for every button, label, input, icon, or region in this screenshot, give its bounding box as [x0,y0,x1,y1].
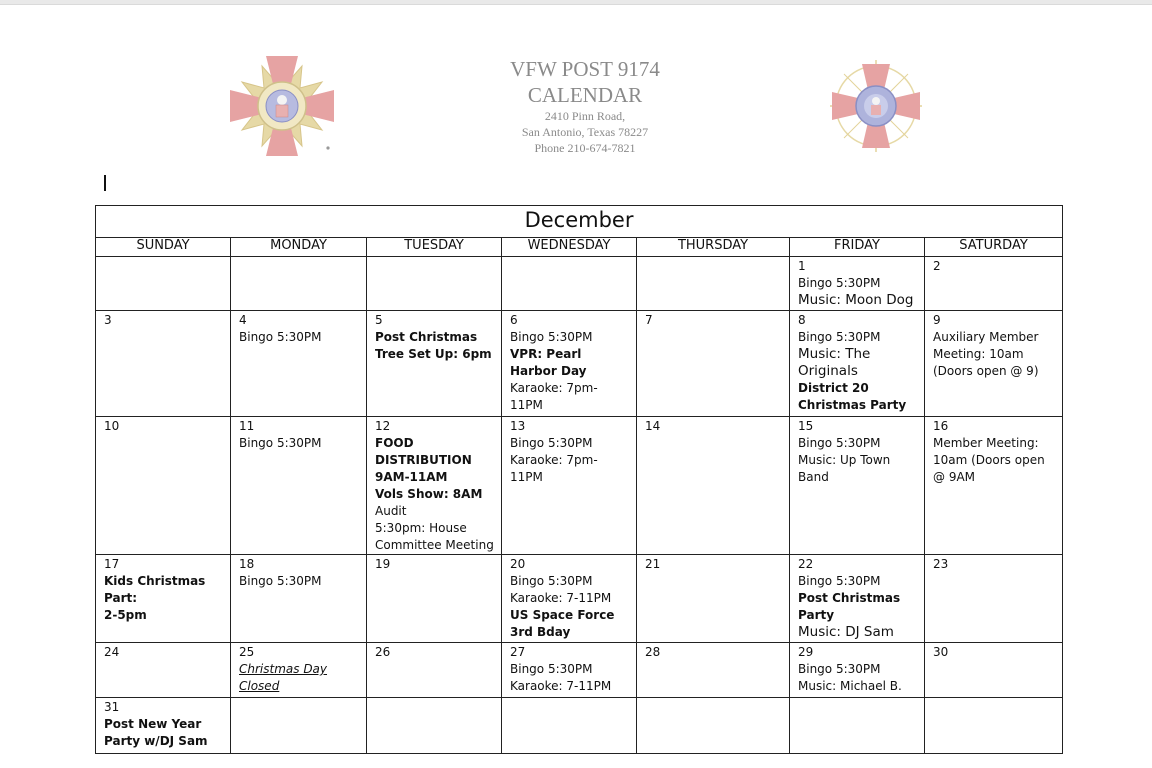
week-row [96,643,1063,698]
event-text: Member Meeting: 10am (Doors open @ 9AM [933,436,1045,484]
day-cell[interactable] [367,417,502,555]
day-cell[interactable] [96,555,231,643]
event-text: Kids Christmas Part: [104,574,206,605]
day-cell[interactable] [96,698,231,754]
letterhead-text [460,56,710,156]
day-cell[interactable] [231,311,367,417]
event-text: Bingo 5:30PM [239,574,322,588]
day-cell[interactable] [231,643,367,698]
day-number: 12 [375,419,391,433]
day-number: 9 [933,313,941,327]
day-number: 31 [104,700,120,714]
text-cursor [104,175,106,191]
event-text: Music: DJ Sam [798,624,894,640]
day-number: 22 [798,557,814,571]
day-number: 7 [645,313,653,327]
event-text: Post Christmas Party [798,591,901,622]
weekday-wednesday: WEDNESDAY [502,238,637,257]
weekday-monday: MONDAY [231,238,367,257]
event-text: Bingo 5:30PM [510,574,593,588]
day-number: 10 [104,419,120,433]
week-row [96,417,1063,555]
day-number: 24 [104,645,120,659]
day-number: 4 [239,313,247,327]
event-text: 2-5pm [104,608,147,622]
event-text: VPR: Pearl Harbor Day [510,347,587,378]
day-number: 11 [239,419,255,433]
day-cell[interactable] [96,311,231,417]
event-text: Karaoke: 7-11PM [510,591,612,605]
event-text: Karaoke: 7pm-11PM [510,453,598,484]
event-text: FOOD DISTRIBUTION 9AM-11AM [375,436,472,484]
day-number: 8 [798,313,806,327]
day-cell[interactable] [790,417,925,555]
event-text: Music: The Originals [798,346,871,379]
event-text: District 20 Christmas Party [798,381,907,412]
day-cell[interactable] [502,643,637,698]
day-number: 2 [933,259,941,273]
weekday-saturday: SATURDAY [925,238,1063,257]
letterhead [0,0,1152,200]
calendar-weeks [96,257,1063,754]
event-text: Bingo 5:30PM [510,662,593,676]
day-number: 1 [798,259,806,273]
day-cell[interactable] [367,257,502,311]
event-text: Bingo 5:30PM [510,436,593,450]
day-number: 28 [645,645,661,659]
event-text: Music: Michael B. [798,679,902,693]
event-text: Auxiliary Member Meeting: 10am (Doors open @ 9) [933,330,1039,378]
event-text: Music: Up Town Band [798,453,891,484]
weekday-header-row [96,238,1063,257]
event-text: Music: Moon Dog [798,292,914,308]
day-cell[interactable] [502,555,637,643]
day-cell[interactable] [502,257,637,311]
header-address-line1: 2410 Pinn Road, [544,109,626,123]
day-number: 29 [798,645,814,659]
month-title: December [96,206,1063,238]
vfw-emblem-icon [226,52,338,160]
day-cell[interactable] [925,257,1063,311]
day-number: 14 [645,419,661,433]
day-number: 6 [510,313,518,327]
day-cell[interactable] [925,417,1063,555]
day-cell[interactable] [367,698,502,754]
day-cell[interactable] [790,257,925,311]
day-cell[interactable] [367,311,502,417]
day-cell[interactable] [925,643,1063,698]
day-number: 25 [239,645,255,659]
event-text: Bingo 5:30PM [798,662,881,676]
day-cell[interactable] [231,698,367,754]
event-text: US Space Force 3rd Bday [510,608,615,639]
header-phone: Phone 210-674-7821 [534,141,636,155]
day-number: 17 [104,557,120,571]
day-cell[interactable] [637,698,790,754]
day-cell[interactable] [367,555,502,643]
weekday-friday: FRIDAY [790,238,925,257]
day-number: 5 [375,313,383,327]
day-number: 30 [933,645,949,659]
day-cell[interactable] [502,698,637,754]
event-text: Post New Year Party w/DJ Sam [104,717,208,748]
week-row [96,257,1063,311]
day-number: 3 [104,313,112,327]
week-row [96,311,1063,417]
week-row [96,555,1063,643]
event-text: Post Christmas Tree Set Up: 6pm [375,330,492,361]
day-number: 19 [375,557,391,571]
vfw-auxiliary-emblem-icon [826,58,926,154]
day-cell[interactable] [231,257,367,311]
calendar-table [95,205,1063,754]
day-cell[interactable] [367,643,502,698]
day-cell[interactable] [231,555,367,643]
weekday-thursday: THURSDAY [637,238,790,257]
day-number: 16 [933,419,949,433]
event-text: Karaoke: 7-11PM [510,679,612,693]
event-text: Audit [375,504,407,518]
day-cell[interactable] [96,417,231,555]
day-number: 26 [375,645,391,659]
day-cell[interactable] [96,257,231,311]
day-number: 20 [510,557,526,571]
week-row [96,698,1063,754]
day-number: 21 [645,557,661,571]
day-cell[interactable] [637,311,790,417]
day-cell[interactable] [925,698,1063,754]
event-text: Christmas Day Closed [239,662,328,693]
event-text: Bingo 5:30PM [510,330,593,344]
event-text: Vols Show: 8AM [375,487,483,501]
day-number: 23 [933,557,949,571]
event-text: Bingo 5:30PM [239,436,322,450]
header-address-line2: San Antonio, Texas 78227 [521,125,649,139]
day-cell[interactable] [790,643,925,698]
day-cell[interactable] [637,257,790,311]
event-text: Karaoke: 7pm-11PM [510,381,598,412]
event-text: Bingo 5:30PM [798,574,881,588]
day-cell[interactable] [231,417,367,555]
day-cell[interactable] [502,417,637,555]
day-cell[interactable] [637,643,790,698]
day-cell[interactable] [502,311,637,417]
day-cell[interactable] [925,555,1063,643]
day-number: 27 [510,645,526,659]
event-text: Bingo 5:30PM [798,436,881,450]
event-text: Bingo 5:30PM [798,276,881,290]
day-cell[interactable] [637,555,790,643]
header-title-line2: CALENDAR [527,83,643,107]
day-number: 15 [798,419,814,433]
day-cell[interactable] [637,417,790,555]
weekday-tuesday: TUESDAY [367,238,502,257]
day-cell[interactable] [790,698,925,754]
day-cell[interactable] [790,555,925,643]
weekday-sunday: SUNDAY [96,238,231,257]
day-cell[interactable] [96,643,231,698]
event-text: 5:30pm: House Committee Meeting [375,521,494,552]
day-cell[interactable] [925,311,1063,417]
day-number: 13 [510,419,526,433]
event-text: Bingo 5:30PM [798,330,881,344]
event-text: Bingo 5:30PM [239,330,322,344]
header-title-line1: VFW POST 9174 [510,57,660,81]
day-number: 18 [239,557,255,571]
day-cell[interactable] [790,311,925,417]
